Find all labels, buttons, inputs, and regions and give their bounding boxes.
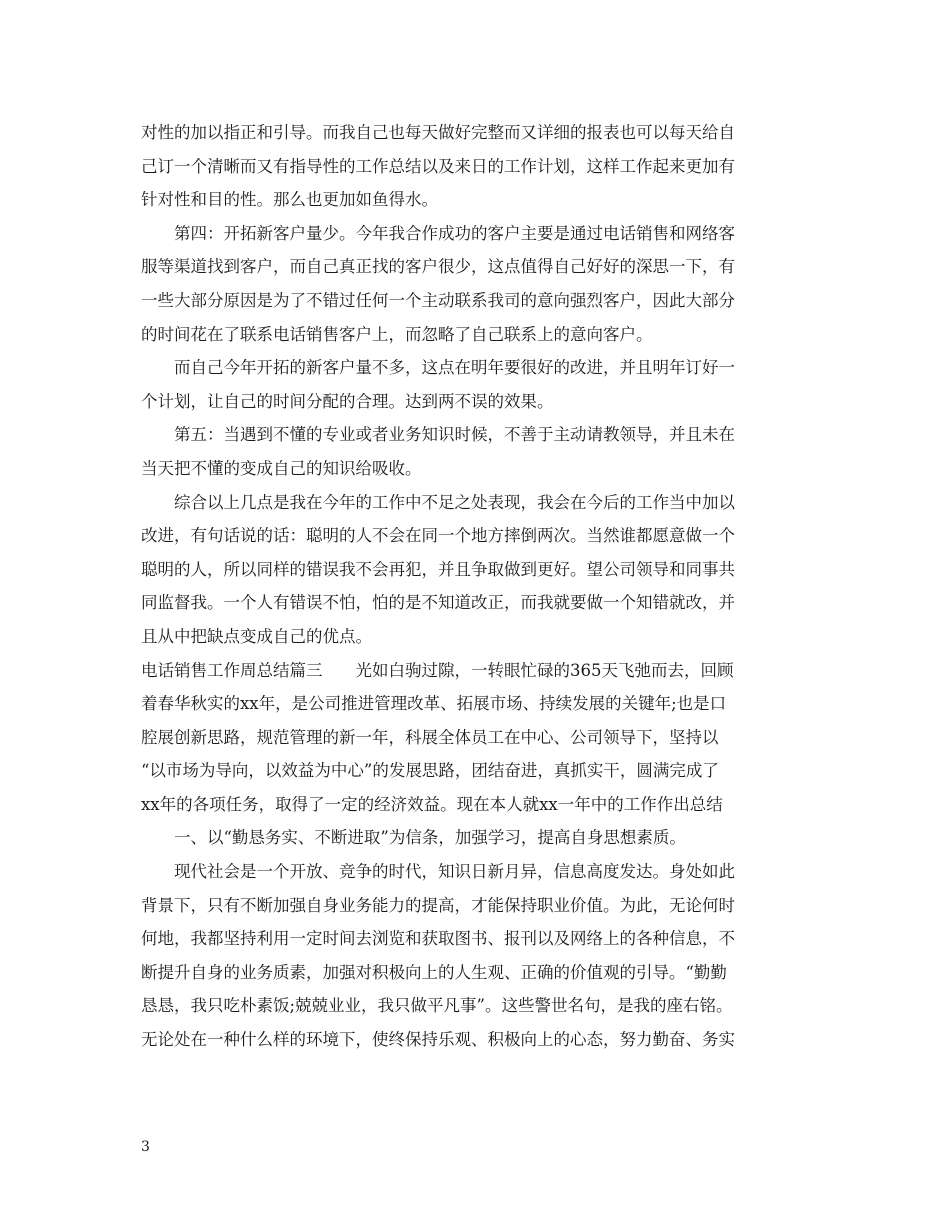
- text-line: 第四：开拓新客户量少。今年我合作成功的客户主要是通过电话销售和网络客: [174, 223, 735, 243]
- text-line: “以市场为导向，以效益为中心”的发展思路，团结奋进，真抓实干，圆满完成了: [141, 761, 719, 781]
- text-line: xx年的各项任务，取得了一定的经济效益。现在本人就xx一年中的工作作出总结: [141, 794, 723, 814]
- text-line: 同监督我。一个人有错误不怕，怕的是不知道改正，而我就要做一个知错就改，并: [141, 593, 735, 613]
- text-line: 当天把不懂的变成自己的知识给吸收。: [141, 458, 422, 478]
- text-line: 改进，有句话说的话：聪明的人不会在同一个地方摔倒两次。当然谁都愿意做一个: [141, 526, 735, 546]
- text-line: 一些大部分原因是为了不错过任何一个主动联系我司的意向强烈客户，因此大部分: [141, 290, 735, 310]
- text-line: 的时间花在了联系电话销售客户上，而忽略了自己联系上的意向客户。: [141, 324, 653, 344]
- text-line: 而自己今年开拓的新客户量不多，这点在明年要很好的改进，并且明年订好一: [174, 358, 735, 378]
- text-line: 着春华秋实的xx年，是公司推进管理改革、拓展市场、持续发展的关键年;也是口: [141, 694, 727, 714]
- text-line: 聪明的人，所以同样的错误我不会再犯，并且争取做到更好。望公司领导和同事共: [141, 559, 735, 579]
- text-line: 电话销售工作周总结篇三 光如白驹过隙，一转眼忙碌的365天飞弛而去，回顾: [141, 660, 734, 680]
- text-line: 第五：当遇到不懂的专业或者业务知识时候，不善于主动请教领导，并且未在: [174, 425, 735, 445]
- text-line: 现代社会是一个开放、竞争的时代，知识日新月异，信息高度发达。身处如此: [174, 862, 735, 882]
- body-text: [141, 116, 823, 1057]
- text-line: 己订一个清晰而又有指导性的工作总结以及来日的工作计划，这样工作起来更加有: [141, 156, 735, 176]
- text-line: 综合以上几点是我在今年的工作中不足之处表现，我会在今后的工作当中加以: [174, 492, 735, 512]
- text-line: 何地，我都坚持利用一定时间去浏览和获取图书、报刊以及网络上的各种信息，不: [141, 929, 735, 949]
- text-line: 背景下，只有不断加强自身业务能力的提高，才能保持职业价值。为此，无论何时: [141, 895, 735, 915]
- text-line: 腔展创新思路，规范管理的新一年，科展全体员工在中心、公司领导下，坚持以: [141, 727, 719, 747]
- text-line: 一、以“勤恳务实、不断进取”为信条，加强学习，提高自身思想素质。: [174, 828, 686, 848]
- text-line: 个计划，让自己的时间分配的合理。达到两不误的效果。: [141, 391, 554, 411]
- text-line: 对性的加以指正和引导。而我自己也每天做好完整而又详细的报表也可以每天给自: [141, 123, 735, 142]
- text-line: 断提升自身的业务质素，加强对积极向上的人生观、正确的价值观的引导。“勤勤: [141, 962, 727, 982]
- text-line: 服等渠道找到客户，而自己真正找的客户很少，这点值得自己好好的深思一下，有: [141, 257, 735, 277]
- page-number: 3: [141, 1139, 150, 1155]
- text-line: 恳恳，我只吃朴素饭;兢兢业业，我只做平凡事”。这些警世名句，是我的座右铭。: [141, 996, 733, 1016]
- text-line: 无论处在一种什么样的环境下，使终保持乐观、积极向上的心态，努力勤奋、务实: [141, 1030, 735, 1050]
- text-line: 针对性和目的性。那么也更加如鱼得水。: [141, 190, 438, 210]
- text-line: 且从中把缺点变成自己的优点。: [141, 626, 372, 646]
